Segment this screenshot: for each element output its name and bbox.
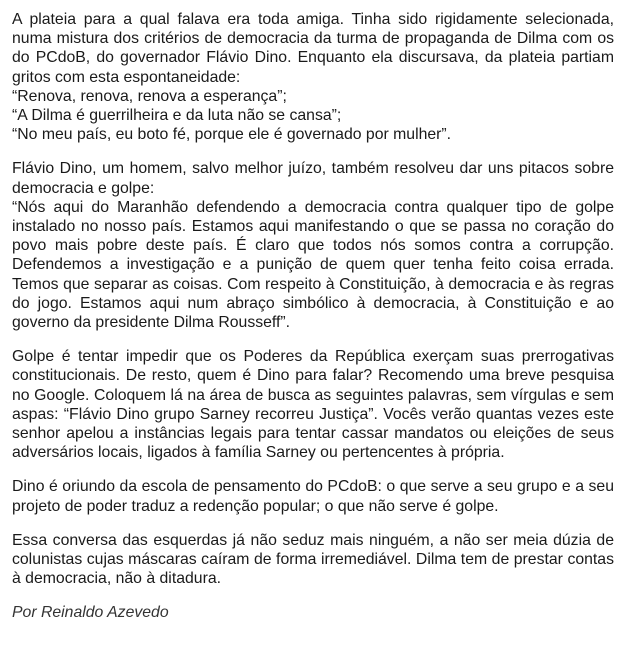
paragraph-text: Golpe é tentar impedir que os Poderes da República exerçam suas prerrogativas constitucionais. De resto, quem é Dino para falar? Recomendo uma breve pesquisa no Google. Coloquem lá na área de busca as seguintes palavras, sem vírgulas e sem aspas: “Flávio Dino grupo Sarney recorreu Justiça”. Vocês verão quantas vezes este senhor apelou a instâncias legais para tentar cassar mandatos ou eleições de seus adversários locais, ligados à família Sarney ou pertencentes à própria. xyxy=(12,348,614,462)
paragraph-golpe xyxy=(12,347,614,462)
paragraph-pcdob xyxy=(12,477,614,515)
paragraph-text: Flávio Dino, um homem, salvo melhor juízo, também resolveu dar uns pitacos sobre democracia e golpe: xyxy=(12,160,614,197)
chant-quote: “No meu país, eu boto fé, porque ele é governado por mulher”. xyxy=(12,126,452,144)
chant-quote: “Renova, renova, renova a esperança”; xyxy=(12,87,287,105)
paragraph-text: A plateia para a qual falava era toda amiga. Tinha sido rigidamente selecionada, numa mistura dos critérios de democracia da turma de propaganda de Dilma com os do PCdoB, do governador Flávio Dino. Enquanto ela discursava, da plateia partiam gritos com esta espontaneidade: xyxy=(12,11,614,86)
dino-quote: “Nós aqui do Maranhão defendendo a democracia contra qualquer tipo de golpe instalado no nosso país. Estamos aqui manifestando o que se passa no coração do povo mais pobre deste país. É claro que todos nós somos contra a corrupção. Defendemos a investigação e a punição de quem quer tenha feito coisa errada. Temos que separar as coisas. Com respeito à Constituição, à democracia e às regras do jogo. Estamos aqui num abraço simbólico à democracia, à Constituição e ao governo da presidente Dilma Rousseff”. xyxy=(12,198,614,332)
paragraph-rally xyxy=(12,10,614,144)
paragraph-text: Essa conversa das esquerdas já não seduz mais ninguém, a não ser meia dúzia de colunistas cujas máscaras caíram de forma irremediável. Dilma tem de prestar contas à democracia, não à ditadura. xyxy=(12,531,614,588)
paragraph-conclusion xyxy=(12,531,614,589)
paragraph-dino-quote xyxy=(12,159,614,332)
author-byline: Por Reinaldo Azevedo xyxy=(12,604,169,622)
paragraph-text: Dino é oriundo da escola de pensamento do PCdoB: o que serve a seu grupo e a seu projeto de poder traduz a redenção popular; o que não serve é golpe. xyxy=(12,478,614,515)
chant-quote: “A Dilma é guerrilheira e da luta não se cansa”; xyxy=(12,107,342,125)
